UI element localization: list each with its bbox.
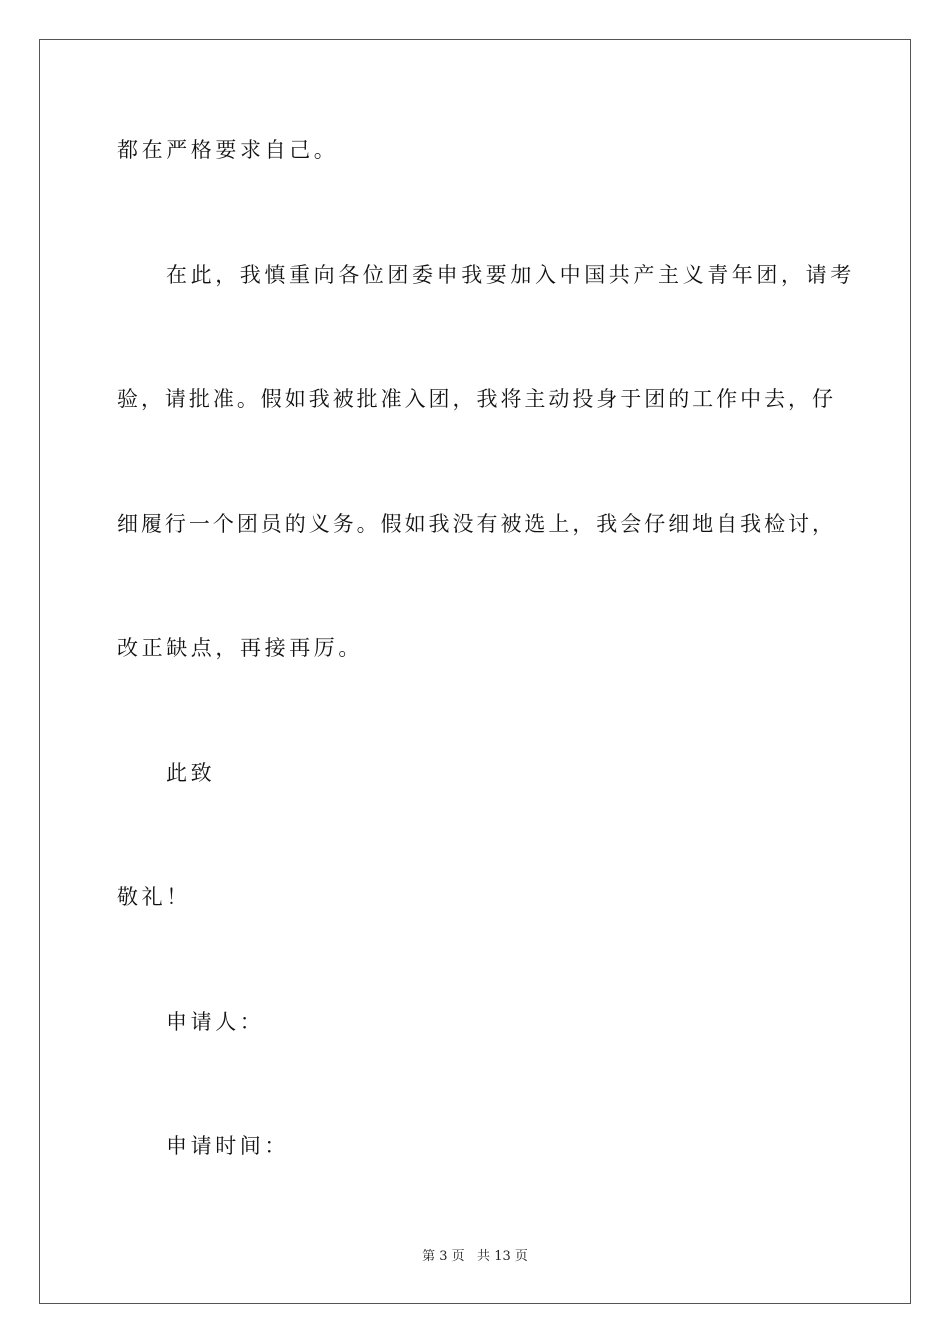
paragraph-line: 细履行一个团员的义务。假如我没有被选上，我会仔细地自我检讨， bbox=[117, 512, 833, 536]
page-frame bbox=[39, 39, 911, 1304]
paragraph-line: 都在严格要求自己。 bbox=[117, 138, 339, 162]
applicant-label: 申请人： bbox=[166, 1010, 265, 1034]
paragraph-line: 改正缺点，再接再厉。 bbox=[117, 636, 363, 660]
closing-respect: 敬礼！ bbox=[117, 885, 191, 909]
paragraph-line: 在此，我慎重向各位团委申我要加入中国共产主义青年团，请考 bbox=[166, 263, 855, 287]
page-number-footer: 第 3 页 共 13 页 bbox=[422, 1249, 528, 1264]
application-date-label: 申请时间： bbox=[166, 1134, 289, 1158]
closing-salutation: 此致 bbox=[166, 761, 216, 785]
paragraph-line: 验，请批准。假如我被批准入团，我将主动投身于团的工作中去，仔 bbox=[117, 387, 833, 411]
